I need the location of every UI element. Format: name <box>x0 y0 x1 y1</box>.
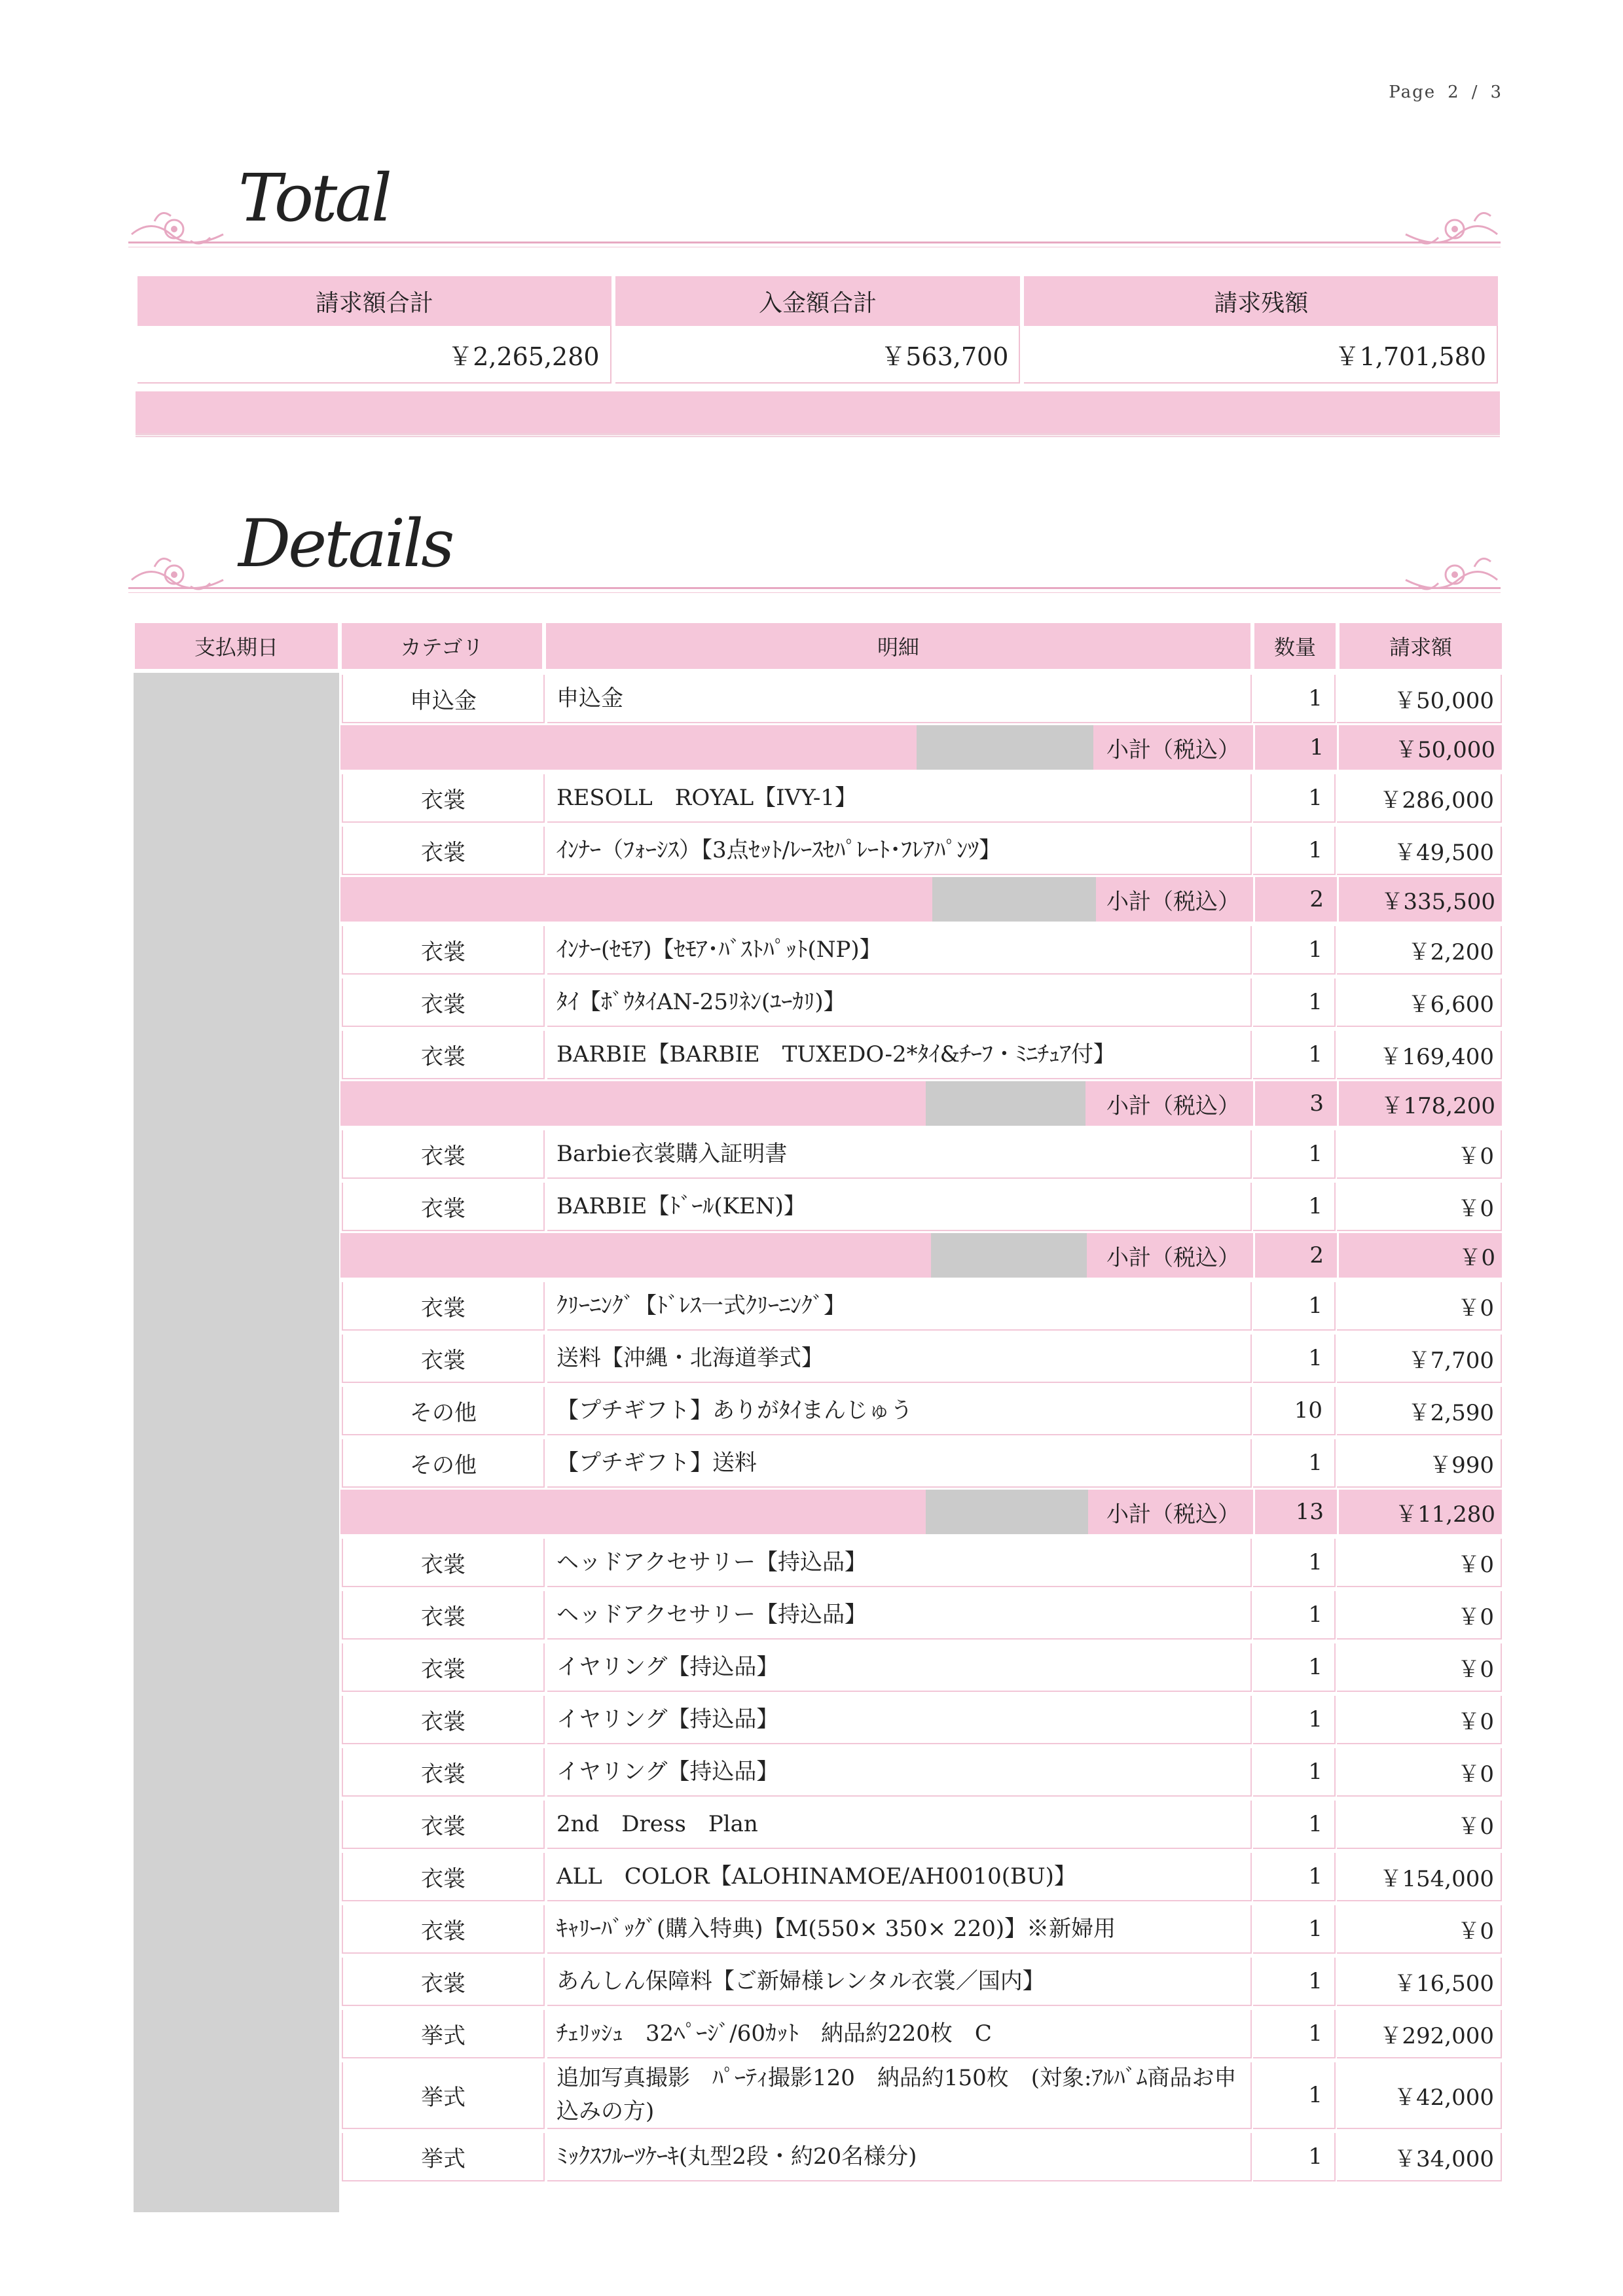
total-title: Total <box>238 160 390 236</box>
details-title: Details <box>238 505 452 582</box>
row-description: イヤリング【持込品】 <box>547 1696 1252 1744</box>
row-category: 挙式 <box>342 2010 545 2058</box>
row-description: Barbie衣裳購入証明書 <box>547 1130 1252 1179</box>
row-description: ヘッドアクセサリー【持込品】 <box>547 1591 1252 1640</box>
details-header-category: カテゴリ <box>342 623 542 669</box>
divider <box>128 587 1501 589</box>
row-description: 追加写真撮影 ﾊﾟｰﾃｨ撮影120 納品約150枚 (対象:ｱﾙﾊﾞﾑ商品お申込みの方) <box>547 2062 1252 2129</box>
row-amount: ￥169,400 <box>1337 1031 1502 1079</box>
row-qty: 1 <box>1253 1853 1336 1901</box>
details-header-qty: 数量 <box>1254 623 1336 669</box>
row-qty: 1 <box>1253 1643 1336 1692</box>
redacted-date <box>931 1233 1087 1278</box>
table-row <box>340 772 1502 825</box>
table-row <box>340 825 1502 877</box>
table-row <box>340 2131 1502 2183</box>
divider-thin <box>128 592 1501 593</box>
row-qty: 1 <box>1253 1539 1336 1587</box>
subtotal-qty: 1 <box>1253 725 1336 770</box>
flower-right-icon <box>1402 547 1501 606</box>
row-category: 衣裳 <box>342 774 545 823</box>
row-qty: 1 <box>1253 1801 1336 1849</box>
table-row <box>340 1437 1502 1490</box>
row-category: 挙式 <box>342 2133 545 2181</box>
details-heading <box>128 505 1501 617</box>
row-qty: 1 <box>1253 1696 1336 1744</box>
row-category: 衣裳 <box>342 1282 545 1331</box>
row-amount: ￥0 <box>1337 1183 1502 1231</box>
details-header-description: 明細 <box>546 623 1250 669</box>
subtotal-amount: ￥11,280 <box>1337 1490 1502 1534</box>
flower-left-icon <box>128 202 227 260</box>
subtotal-label: 小計（税込） <box>1106 736 1240 763</box>
table-row <box>340 1589 1502 1641</box>
row-description: ｷｬﾘｰﾊﾞｯｸﾞ(購入特典)【M(550× 350× 220)】※新婦用 <box>547 1905 1252 1954</box>
row-description: あんしん保障料【ご新婦様レンタル衣裳／国内】 <box>547 1958 1252 2006</box>
row-category: 申込金 <box>342 675 545 723</box>
row-amount: ￥154,000 <box>1337 1853 1502 1901</box>
row-description: 申込金 <box>547 675 1252 723</box>
row-qty: 1 <box>1253 827 1336 875</box>
row-category: 衣裳 <box>342 1905 545 1954</box>
table-row <box>340 1694 1502 1746</box>
total-header-billed: 請求額合計 <box>137 276 611 326</box>
table-row <box>340 1181 1502 1233</box>
subtotal-row <box>340 877 1502 922</box>
row-amount: ￥6,600 <box>1337 978 1502 1027</box>
row-category: 衣裳 <box>342 1335 545 1383</box>
row-amount: ￥50,000 <box>1337 675 1502 723</box>
row-qty: 1 <box>1253 1183 1336 1231</box>
subtotal-label: 小計（税込） <box>1106 1501 1240 1528</box>
details-header-due-date: 支払期日 <box>135 623 338 669</box>
subtotal-label: 小計（税込） <box>1106 1092 1240 1119</box>
subtotal-amount: ￥0 <box>1337 1233 1502 1278</box>
row-qty: 1 <box>1253 1031 1336 1079</box>
row-description: ALL COLOR【ALOHINAMOE/AH0010(BU)】 <box>547 1853 1252 1901</box>
total-billed-value: ￥2,265,280 <box>137 326 611 384</box>
row-category: その他 <box>342 1439 545 1488</box>
table-row <box>340 1956 1502 2008</box>
row-category: 衣裳 <box>342 827 545 875</box>
row-category: 衣裳 <box>342 1696 545 1744</box>
row-category: 衣裳 <box>342 1801 545 1849</box>
total-header-balance: 請求残額 <box>1024 276 1498 326</box>
row-description: BARBIE【ﾄﾞｰﾙ(KEN)】 <box>547 1183 1252 1231</box>
row-amount: ￥292,000 <box>1337 2010 1502 2058</box>
row-qty: 1 <box>1253 2133 1336 2181</box>
row-description: ﾁｪﾘｯｼｭ 32ﾍﾟｰｼﾞ/60ｶｯﾄ 納品約220枚 C <box>547 2010 1252 2058</box>
table-row <box>340 1851 1502 1903</box>
row-amount: ￥0 <box>1337 1643 1502 1692</box>
divider <box>128 242 1501 243</box>
row-amount: ￥2,590 <box>1337 1387 1502 1435</box>
row-description: ｲﾝﾅｰ（ﾌｫｰｼｽ）【3点ｾｯﾄ/ﾚｰｽｾﾊﾟﾚｰﾄ･ﾌﾚｱﾊﾟﾝﾂ】 <box>547 827 1252 875</box>
row-qty: 1 <box>1253 675 1336 723</box>
page-total: 3 <box>1490 82 1503 102</box>
subtotal-qty: 2 <box>1253 877 1336 922</box>
row-amount: ￥0 <box>1337 1696 1502 1744</box>
page-current: 2 <box>1448 82 1460 102</box>
row-category: その他 <box>342 1387 545 1435</box>
row-category: 衣裳 <box>342 1539 545 1587</box>
page-number <box>1389 82 1503 102</box>
flower-right-icon <box>1402 202 1501 260</box>
row-amount: ￥990 <box>1337 1439 1502 1488</box>
row-description: ｸﾘｰﾆﾝｸﾞ【ﾄﾞﾚｽ一式ｸﾘｰﾆﾝｸﾞ】 <box>547 1282 1252 1331</box>
row-qty: 1 <box>1253 926 1336 975</box>
row-description: BARBIE【BARBIE TUXEDO-2*ﾀｲ&ﾁｰﾌ・ﾐﾆﾁｭｱ付】 <box>547 1031 1252 1079</box>
row-qty: 1 <box>1253 2062 1336 2129</box>
row-description: 【プチギフト】送料 <box>547 1439 1252 1488</box>
row-amount: ￥0 <box>1337 1748 1502 1797</box>
row-description: RESOLL ROYAL【IVY-1】 <box>547 774 1252 823</box>
total-band-rule <box>136 436 1500 437</box>
subtotal-label: 小計（税込） <box>1106 1244 1240 1271</box>
row-qty: 1 <box>1253 1591 1336 1640</box>
row-description: ﾐｯｸｽﾌﾙｰﾂｹｰｷ(丸型2段・約20名様分) <box>547 2133 1252 2181</box>
table-row <box>340 977 1502 1029</box>
row-category: 衣裳 <box>342 1591 545 1640</box>
row-qty: 1 <box>1253 1335 1336 1383</box>
table-row <box>340 1385 1502 1437</box>
subtotal-amount: ￥50,000 <box>1337 725 1502 770</box>
due-date-column-redacted <box>134 673 339 2212</box>
subtotal-row <box>340 725 1502 770</box>
row-qty: 1 <box>1253 774 1336 823</box>
subtotal-row <box>340 1490 1502 1534</box>
table-row <box>340 924 1502 977</box>
row-description: イヤリング【持込品】 <box>547 1643 1252 1692</box>
row-amount: ￥0 <box>1337 1801 1502 1849</box>
row-amount: ￥2,200 <box>1337 926 1502 975</box>
row-amount: ￥49,500 <box>1337 827 1502 875</box>
total-table <box>134 276 1502 384</box>
total-paid-value: ￥563,700 <box>615 326 1021 384</box>
page-sep: / <box>1471 82 1479 102</box>
row-description: ヘッドアクセサリー【持込品】 <box>547 1539 1252 1587</box>
redacted-date <box>926 1490 1088 1534</box>
redacted-date <box>917 725 1093 770</box>
table-row <box>340 1029 1502 1081</box>
row-amount: ￥0 <box>1337 1130 1502 1179</box>
total-balance-value: ￥1,701,580 <box>1024 326 1498 384</box>
redacted-date <box>926 1081 1085 1126</box>
row-description: 送料【沖縄・北海道挙式】 <box>547 1335 1252 1383</box>
subtotal-qty: 3 <box>1253 1081 1336 1126</box>
row-qty: 1 <box>1253 1439 1336 1488</box>
row-category: 衣裳 <box>342 1183 545 1231</box>
table-row <box>340 1128 1502 1181</box>
table-row <box>340 1903 1502 1956</box>
table-row <box>340 1280 1502 1333</box>
row-category: 衣裳 <box>342 926 545 975</box>
row-amount: ￥0 <box>1337 1591 1502 1640</box>
table-row <box>340 1333 1502 1385</box>
row-category: 挙式 <box>342 2062 545 2129</box>
page-label: Page <box>1389 82 1436 102</box>
row-qty: 1 <box>1253 2010 1336 2058</box>
row-amount: ￥0 <box>1337 1539 1502 1587</box>
row-amount: ￥0 <box>1337 1282 1502 1331</box>
row-qty: 1 <box>1253 1958 1336 2006</box>
table-row <box>340 2008 1502 2060</box>
details-header-amount: 請求額 <box>1340 623 1502 669</box>
row-category: 衣裳 <box>342 1748 545 1797</box>
row-description: ｲﾝﾅｰ(ｾﾓｱ)【ｾﾓｱ･ﾊﾞｽﾄﾊﾟｯﾄ(NP)】 <box>547 926 1252 975</box>
row-category: 衣裳 <box>342 1643 545 1692</box>
row-amount: ￥286,000 <box>1337 774 1502 823</box>
subtotal-qty: 2 <box>1253 1233 1336 1278</box>
table-row <box>340 1746 1502 1799</box>
table-row <box>340 1641 1502 1694</box>
row-amount: ￥16,500 <box>1337 1958 1502 2006</box>
table-row <box>340 673 1502 725</box>
row-category: 衣裳 <box>342 1130 545 1179</box>
subtotal-row <box>340 1233 1502 1278</box>
row-description: ﾀｲ【ﾎﾞｳﾀｲAN-25ﾘﾈﾝ(ﾕｰｶﾘ)】 <box>547 978 1252 1027</box>
row-category: 衣裳 <box>342 978 545 1027</box>
redacted-date <box>932 877 1096 922</box>
row-amount: ￥0 <box>1337 1905 1502 1954</box>
row-qty: 1 <box>1253 1130 1336 1179</box>
flower-left-icon <box>128 547 227 606</box>
row-qty: 1 <box>1253 1748 1336 1797</box>
row-qty: 1 <box>1253 978 1336 1027</box>
subtotal-qty: 13 <box>1253 1490 1336 1534</box>
row-amount: ￥34,000 <box>1337 2133 1502 2181</box>
subtotal-label: 小計（税込） <box>1106 888 1240 915</box>
subtotal-amount: ￥178,200 <box>1337 1081 1502 1126</box>
table-row <box>340 1799 1502 1851</box>
row-category: 衣裳 <box>342 1853 545 1901</box>
row-category: 衣裳 <box>342 1958 545 2006</box>
row-description: 2nd Dress Plan <box>547 1801 1252 1849</box>
row-qty: 1 <box>1253 1282 1336 1331</box>
row-amount: ￥7,700 <box>1337 1335 1502 1383</box>
row-description: 【プチギフト】ありがﾀｲまんじゅう <box>547 1387 1252 1435</box>
subtotal-row <box>340 1081 1502 1126</box>
total-heading <box>128 160 1501 271</box>
table-row <box>340 2060 1502 2131</box>
row-amount: ￥42,000 <box>1337 2062 1502 2129</box>
total-header-paid: 入金額合計 <box>615 276 1021 326</box>
row-category: 衣裳 <box>342 1031 545 1079</box>
table-row <box>340 1537 1502 1589</box>
row-qty: 10 <box>1253 1387 1336 1435</box>
row-qty: 1 <box>1253 1905 1336 1954</box>
row-description: イヤリング【持込品】 <box>547 1748 1252 1797</box>
total-band <box>136 391 1500 435</box>
subtotal-amount: ￥335,500 <box>1337 877 1502 922</box>
